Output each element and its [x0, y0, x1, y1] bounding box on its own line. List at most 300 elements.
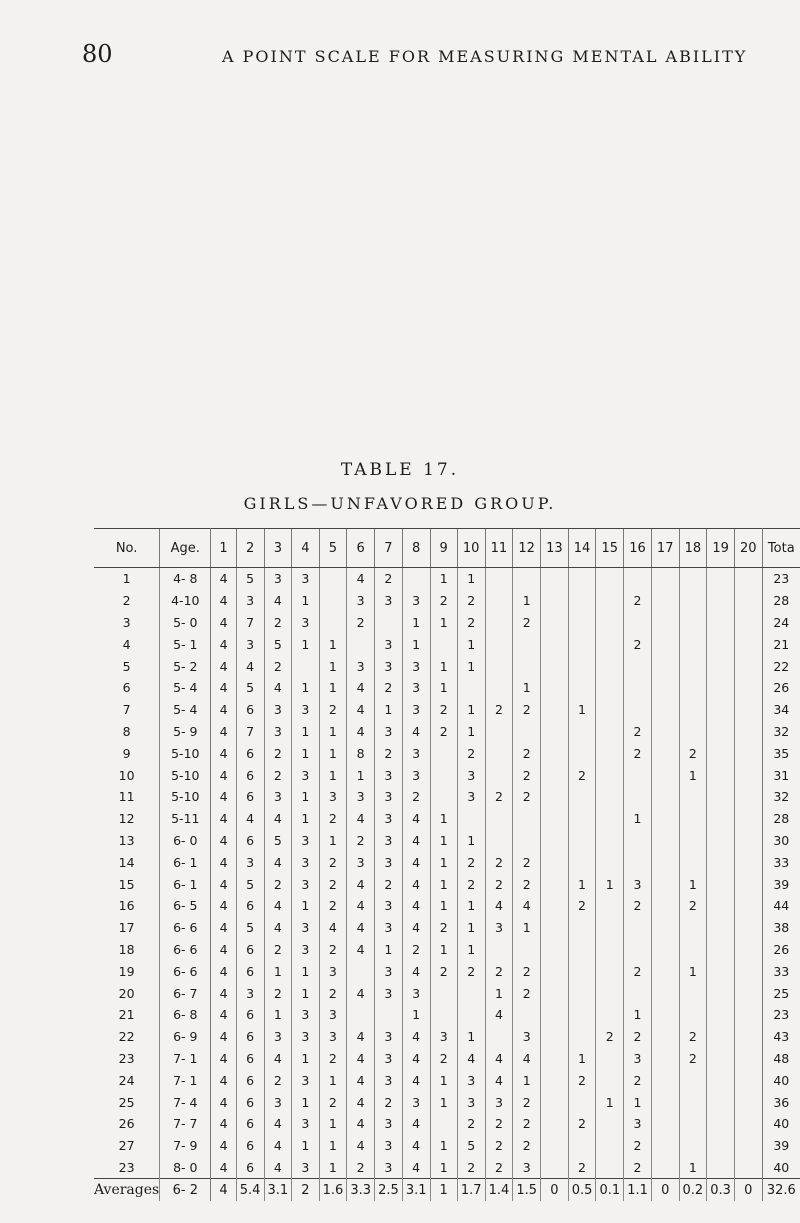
table-cell: [568, 808, 596, 830]
table-cell: 3: [402, 590, 430, 612]
table-cell: 1: [568, 873, 596, 895]
table-row: [94, 699, 800, 721]
table-cell: 14: [118, 854, 135, 870]
table-cell: [707, 1048, 735, 1070]
table-cell: 1: [292, 808, 319, 830]
table-cell: 2: [319, 1048, 347, 1070]
table-cell: 4: [211, 612, 236, 634]
table-cell: [541, 939, 569, 961]
table-cell: 1: [430, 1091, 457, 1113]
table-cell: 1: [319, 655, 347, 677]
table-cell: 3: [347, 786, 375, 808]
table-cell: 4: [513, 895, 541, 917]
table-cell: [679, 982, 707, 1004]
table-cell: 4: [347, 699, 375, 721]
table-cell: 1: [596, 1091, 624, 1113]
table-cell: [485, 633, 513, 655]
table-cell: [735, 851, 763, 873]
table-cell: 5: [236, 677, 264, 699]
table-cell: 6- 0: [160, 830, 211, 852]
table-row: [94, 939, 800, 961]
table-cell: 3: [402, 1091, 430, 1113]
table-cell: 1: [292, 590, 319, 612]
table-cell: 2: [513, 699, 541, 721]
table-cell: 3: [292, 917, 319, 939]
table-cell: 1: [292, 633, 319, 655]
table-cell: 6: [236, 786, 264, 808]
table-cell: [430, 786, 457, 808]
table-cell: [347, 1004, 375, 1026]
table-cell: 3: [375, 633, 403, 655]
table-cell: 1: [319, 764, 347, 786]
table-cell: [651, 633, 679, 655]
table-cell: [679, 1113, 707, 1135]
data-table-container: [94, 528, 800, 1201]
table-cell: 16: [118, 898, 135, 914]
table-cell: 3: [375, 1135, 403, 1157]
table-cell: 2: [624, 1026, 652, 1048]
table-cell: 3: [236, 633, 264, 655]
table-cell: [568, 960, 596, 982]
table-cell: 6: [122, 680, 131, 696]
table-cell: 2: [513, 612, 541, 634]
table-cell: [596, 786, 624, 808]
table-cell: 4: [402, 808, 430, 830]
table-cell: 4: [211, 1004, 236, 1026]
table-cell: 3: [375, 1048, 403, 1070]
table-cell: [679, 721, 707, 743]
table-cell: [735, 1113, 763, 1135]
table-cell: [679, 1004, 707, 1026]
table-cell: [651, 1135, 679, 1157]
table-cell: 2: [319, 1091, 347, 1113]
table-cell: 13: [118, 832, 135, 848]
table-cell: 3: [375, 895, 403, 917]
table-cell: 10: [118, 767, 135, 783]
table-cell: 4: [347, 895, 375, 917]
table-cell: 6: [236, 1157, 264, 1179]
table-cell: 4: [347, 1135, 375, 1157]
table-cell: 3: [319, 1004, 347, 1026]
table-cell: 1: [457, 830, 485, 852]
table-cell: 1: [430, 655, 457, 677]
table-cell: [735, 830, 763, 852]
table-cell: 2: [485, 786, 513, 808]
table-cell: 3: [347, 851, 375, 873]
table-cell: [430, 982, 457, 1004]
table-cell: 1: [457, 939, 485, 961]
table-cell: 3: [292, 939, 319, 961]
table-cell: 3: [402, 982, 430, 1004]
table-cell: [485, 764, 513, 786]
table-cell: 3: [347, 590, 375, 612]
table-cell: 3: [375, 1026, 403, 1048]
table-cell: [735, 1091, 763, 1113]
table-cell: 28: [762, 808, 800, 830]
table-cell: 2: [513, 1135, 541, 1157]
table-cell: 3: [375, 590, 403, 612]
table-cell: 4: [211, 764, 236, 786]
table-cell: 3: [292, 1004, 319, 1026]
averages-cell: 0: [651, 1179, 679, 1201]
table-cell: [651, 1069, 679, 1091]
table-cell: 4: [347, 873, 375, 895]
table-cell: 4: [513, 1048, 541, 1070]
table-cell: 2: [264, 1069, 292, 1091]
table-cell: 1: [513, 590, 541, 612]
table-cell: 2: [319, 808, 347, 830]
averages-cell: 0.1: [596, 1179, 624, 1201]
table-cell: 4: [347, 808, 375, 830]
table-cell: 2: [485, 873, 513, 895]
table-cell: [651, 1157, 679, 1179]
table-cell: [651, 677, 679, 699]
table-cell: 2: [457, 742, 485, 764]
table-cell: [541, 960, 569, 982]
table-cell: 3: [264, 786, 292, 808]
table-cell: 2: [264, 655, 292, 677]
table-cell: [596, 830, 624, 852]
table-cell: 24: [118, 1072, 135, 1088]
table-cell: 4: [347, 1069, 375, 1091]
table-cell: [651, 655, 679, 677]
table-cell: 1: [430, 939, 457, 961]
table-cell: 2: [624, 895, 652, 917]
table-cell: 4: [264, 590, 292, 612]
table-cell: [707, 655, 735, 677]
table-cell: 3: [319, 960, 347, 982]
table-cell: 4: [211, 633, 236, 655]
table-cell: 3: [375, 1113, 403, 1135]
table-cell: 1: [457, 699, 485, 721]
table-cell: [541, 851, 569, 873]
table-cell: [596, 917, 624, 939]
table-cell: 1: [624, 808, 652, 830]
table-cell: [707, 917, 735, 939]
column-header: 10: [457, 529, 485, 568]
table-cell: 1: [122, 571, 131, 587]
table-cell: [735, 1135, 763, 1157]
table-cell: [679, 612, 707, 634]
table-cell: 4: [211, 960, 236, 982]
table-cell: [596, 677, 624, 699]
table-cell: 4: [402, 1113, 430, 1135]
table-cell: [735, 655, 763, 677]
table-cell: 1: [292, 1135, 319, 1157]
table-cell: [568, 982, 596, 1004]
table-cell: 39: [762, 873, 800, 895]
table-subtitle: GIRLS—UNFAVORED GROUP.: [243, 494, 557, 513]
table-cell: 6- 6: [160, 960, 211, 982]
table-cell: [485, 568, 513, 590]
table-cell: 4: [211, 873, 236, 895]
table-cell: 2: [624, 590, 652, 612]
table-cell: [624, 655, 652, 677]
table-cell: 5-11: [160, 808, 211, 830]
table-cell: [735, 1048, 763, 1070]
column-header: Age.: [160, 529, 211, 568]
table-cell: [375, 1004, 403, 1026]
table-cell: 40: [762, 1157, 800, 1179]
table-cell: [679, 699, 707, 721]
table-cell: 4: [347, 1048, 375, 1070]
table-cell: [596, 851, 624, 873]
table-row: [94, 568, 800, 590]
table-cell: 2: [568, 1157, 596, 1179]
table-cell: [679, 917, 707, 939]
table-cell: 2: [264, 612, 292, 634]
table-cell: 3: [264, 568, 292, 590]
table-cell: 1: [292, 960, 319, 982]
table-cell: 26: [118, 1116, 135, 1132]
table-cell: [375, 612, 403, 634]
table-cell: [541, 1135, 569, 1157]
column-header: 5: [319, 529, 347, 568]
running-head: A POINT SCALE FOR MEASURING MENTAL ABILITY: [222, 47, 748, 66]
table-cell: [624, 677, 652, 699]
table-cell: 2: [457, 960, 485, 982]
table-cell: 2: [264, 742, 292, 764]
table-cell: 3: [375, 764, 403, 786]
table-cell: [541, 590, 569, 612]
table-cell: 4: [402, 1157, 430, 1179]
column-header: 15: [596, 529, 624, 568]
table-cell: [541, 633, 569, 655]
table-cell: 4: [319, 917, 347, 939]
table-row: [94, 851, 800, 873]
column-header: 3: [264, 529, 292, 568]
table-cell: 4: [347, 1091, 375, 1113]
table-cell: [707, 982, 735, 1004]
table-cell: 4: [211, 917, 236, 939]
table-cell: 1: [375, 699, 403, 721]
table-cell: [624, 612, 652, 634]
table-cell: 2: [457, 590, 485, 612]
table-cell: 4: [347, 1026, 375, 1048]
table-cell: [596, 808, 624, 830]
table-cell: 1: [292, 982, 319, 1004]
table-row: [94, 1135, 800, 1157]
table-cell: 7: [122, 702, 131, 718]
table-row: [94, 1026, 800, 1048]
averages-cell: 2.5: [375, 1179, 403, 1201]
table-cell: [485, 939, 513, 961]
table-cell: [651, 873, 679, 895]
table-cell: 2: [679, 895, 707, 917]
table-cell: 3: [513, 1026, 541, 1048]
table-cell: 2: [679, 1048, 707, 1070]
table-cell: [707, 568, 735, 590]
table-cell: [485, 677, 513, 699]
table-cell: 1: [457, 655, 485, 677]
table-cell: [568, 677, 596, 699]
column-header: 12: [513, 529, 541, 568]
table-cell: [679, 939, 707, 961]
table-cell: [596, 1004, 624, 1026]
table-cell: 4: [485, 1048, 513, 1070]
table-cell: [568, 917, 596, 939]
table-cell: 43: [762, 1026, 800, 1048]
table-cell: [624, 764, 652, 786]
column-header: 6: [347, 529, 375, 568]
table-cell: 3: [375, 786, 403, 808]
table-cell: 2: [457, 1157, 485, 1179]
table-cell: 1: [319, 633, 347, 655]
table-cell: [735, 568, 763, 590]
table-cell: 2: [485, 1135, 513, 1157]
table-cell: 2: [457, 612, 485, 634]
table-cell: [735, 633, 763, 655]
table-cell: 4: [211, 655, 236, 677]
table-cell: 4: [211, 982, 236, 1004]
table-cell: [707, 830, 735, 852]
table-cell: [596, 633, 624, 655]
averages-cell: 0.2: [679, 1179, 707, 1201]
table-row: [94, 677, 800, 699]
table-cell: [402, 568, 430, 590]
table-cell: 33: [762, 960, 800, 982]
table-cell: 4: [211, 742, 236, 764]
table-cell: 8: [122, 723, 131, 739]
table-cell: 4: [211, 677, 236, 699]
table-cell: [568, 939, 596, 961]
averages-cell: 3.3: [347, 1179, 375, 1201]
table-cell: [541, 982, 569, 1004]
table-cell: [596, 1069, 624, 1091]
table-cell: 18: [118, 941, 135, 957]
table-cell: 3: [319, 1026, 347, 1048]
column-header: 8: [402, 529, 430, 568]
table-cell: 4: [402, 851, 430, 873]
column-header: 16: [624, 529, 652, 568]
table-cell: 2: [122, 593, 131, 609]
table-cell: 6: [236, 939, 264, 961]
table-cell: 3: [122, 614, 131, 630]
table-cell: [485, 612, 513, 634]
table-cell: 35: [762, 742, 800, 764]
table-cell: 2: [264, 873, 292, 895]
table-cell: [541, 808, 569, 830]
table-cell: 1: [430, 677, 457, 699]
table-cell: 3: [264, 721, 292, 743]
table-cell: 1: [264, 1004, 292, 1026]
table-cell: 3: [624, 873, 652, 895]
table-cell: [735, 1157, 763, 1179]
table-cell: 1: [402, 1004, 430, 1026]
table-cell: [735, 786, 763, 808]
table-cell: 1: [430, 1135, 457, 1157]
table-cell: 32: [762, 786, 800, 808]
table-row: [94, 1048, 800, 1070]
table-cell: 7- 7: [160, 1113, 211, 1135]
table-cell: [707, 939, 735, 961]
table-cell: 4: [264, 895, 292, 917]
table-cell: 2: [568, 1069, 596, 1091]
table-cell: 4: [347, 939, 375, 961]
averages-cell: 1: [430, 1179, 457, 1201]
table-cell: 1: [679, 960, 707, 982]
table-cell: 26: [762, 677, 800, 699]
table-cell: [679, 1135, 707, 1157]
table-cell: 6- 7: [160, 982, 211, 1004]
table-cell: 2: [375, 873, 403, 895]
table-cell: 3: [402, 699, 430, 721]
table-cell: [735, 742, 763, 764]
averages-cell: 1.5: [513, 1179, 541, 1201]
table-cell: 1: [568, 699, 596, 721]
table-cell: 2: [513, 851, 541, 873]
table-cell: 39: [762, 1135, 800, 1157]
table-cell: [541, 786, 569, 808]
averages-cell: 3.1: [264, 1179, 292, 1201]
table-cell: 1: [319, 721, 347, 743]
table-cell: 1: [292, 786, 319, 808]
table-cell: [651, 612, 679, 634]
table-cell: [651, 1113, 679, 1135]
table-cell: 3: [485, 1091, 513, 1113]
table-cell: 2: [430, 1048, 457, 1070]
table-cell: 3: [457, 764, 485, 786]
table-cell: [707, 808, 735, 830]
table-cell: 5- 2: [160, 655, 211, 677]
table-cell: [319, 612, 347, 634]
table-cell: 25: [118, 1094, 135, 1110]
table-cell: [707, 699, 735, 721]
averages-cell: Averages: [94, 1179, 160, 1201]
table-cell: 3: [264, 1026, 292, 1048]
table-cell: [707, 873, 735, 895]
table-cell: 2: [347, 830, 375, 852]
table-cell: [596, 1135, 624, 1157]
table-cell: 3: [375, 1069, 403, 1091]
table-cell: 1: [568, 1048, 596, 1070]
table-cell: 2: [402, 786, 430, 808]
table-cell: 2: [485, 1113, 513, 1135]
table-cell: 2: [375, 742, 403, 764]
table-cell: [292, 655, 319, 677]
table-cell: [651, 851, 679, 873]
table-cell: [651, 982, 679, 1004]
table-cell: [457, 808, 485, 830]
table-cell: 2: [485, 699, 513, 721]
table-cell: 3: [402, 655, 430, 677]
table-cell: 5: [264, 830, 292, 852]
table-row: [94, 830, 800, 852]
table-cell: 1: [596, 873, 624, 895]
table-cell: 3: [375, 917, 403, 939]
table-cell: 28: [762, 590, 800, 612]
table-cell: 6: [236, 960, 264, 982]
table-cell: [651, 808, 679, 830]
table-cell: [541, 764, 569, 786]
table-cell: 1: [513, 677, 541, 699]
table-cell: 2: [319, 851, 347, 873]
table-cell: [541, 1157, 569, 1179]
table-cell: [651, 895, 679, 917]
table-cell: 4: [264, 917, 292, 939]
table-cell: 7- 1: [160, 1048, 211, 1070]
table-cell: [651, 1004, 679, 1026]
table-cell: 30: [762, 830, 800, 852]
table-cell: 2: [430, 699, 457, 721]
table-row: [94, 960, 800, 982]
table-cell: 2: [513, 982, 541, 1004]
table-cell: 4: [347, 677, 375, 699]
table-cell: 3: [457, 786, 485, 808]
table-cell: [319, 568, 347, 590]
table-cell: 1: [457, 1026, 485, 1048]
table-cell: 4: [264, 677, 292, 699]
